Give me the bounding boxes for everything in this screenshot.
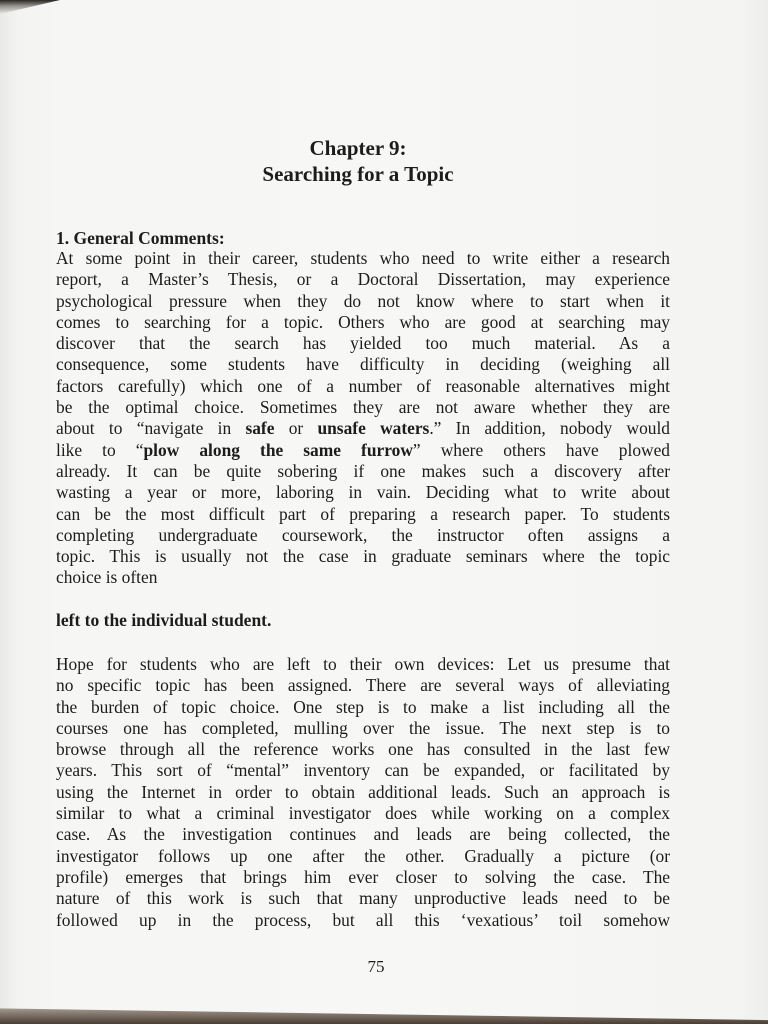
- text-line: nature of this work is such that many unproductive leads need to be: [56, 888, 670, 909]
- text-line: At some point in their career, students who need to write either a research: [56, 248, 670, 268]
- page-number: 75: [367, 957, 385, 976]
- bold-safe: safe: [245, 418, 275, 439]
- text-line-with-bold: about to “navigate in safe or unsafe waters.” In addition, nobody would: [56, 418, 670, 439]
- bold-plow-along: plow along the same furrow: [143, 439, 413, 460]
- text-line: profile) emerges that brings him ever closer to solving the case. The: [56, 866, 670, 887]
- paragraph-general-comments: [56, 248, 670, 589]
- text-line: case. As the investigation continues and leads are being collected, the: [56, 824, 670, 845]
- text-line: courses one has completed, mulling over the issue. The next step is to: [56, 717, 670, 738]
- text-line: the burden of topic choice. One step is to make a list including all the: [56, 696, 670, 717]
- text-line: browse through all the reference works one has consulted in the last few: [56, 739, 670, 760]
- text-line: using the Internet in order to obtain additional leads. Such an approach is: [56, 781, 670, 802]
- chapter-label: Chapter 9:: [309, 136, 407, 160]
- text-line: followed up in the process, but all this ‘vexatious’ toil somehow: [56, 909, 670, 930]
- text-line: report, a Master’s Thesis, or a Doctoral Dissertation, may experience: [56, 269, 670, 290]
- text-line-with-bold: like to “plow along the same furrow” where others have plowed: [56, 439, 670, 460]
- text-line: factors carefully) which one of a number of reasonable alternatives might: [56, 375, 670, 396]
- text-line: already. It can be quite sobering if one makes such a discovery after: [56, 460, 670, 481]
- text-line: investigator follows up one after the other. Gradually a picture (or: [56, 845, 670, 866]
- text-line: no specific topic has been assigned. There are several ways of alleviating: [56, 675, 670, 696]
- section-heading: 1. General Comments:: [56, 228, 225, 248]
- text-line: discover that the search has yielded too much material. As a: [56, 333, 670, 354]
- page-bottom-edge-shadow: [0, 998, 768, 1024]
- paragraph-hope-for-students: [56, 654, 670, 931]
- text-line: topic. This is usually not the case in graduate seminars where the topic: [56, 546, 670, 567]
- text-line: be the optimal choice. Sometimes they are not aware whether they are: [56, 397, 670, 418]
- text-line: similar to what a criminal investigator does while working on a complex: [56, 803, 670, 824]
- text-line: wasting a year or more, laboring in vain. Deciding what to write about: [56, 482, 670, 503]
- bold-unsafe-waters: unsafe waters: [317, 418, 430, 439]
- chapter-heading: [0, 135, 716, 187]
- text-line: years. This sort of “mental” inventory can be expanded, or facilitated by: [56, 760, 670, 781]
- bold-standalone-line: left to the individual student.: [56, 610, 272, 630]
- text-line: psychological pressure when they do not know where to start when it: [56, 290, 670, 311]
- text-line: consequence, some students have difficulty in deciding (weighing all: [56, 354, 670, 375]
- text-line: comes to searching for a topic. Others who are good at searching may: [56, 311, 670, 332]
- chapter-title: Searching for a Topic: [262, 162, 454, 186]
- text-line: can be the most difficult part of preparing a research paper. To students: [56, 503, 670, 524]
- text-line: Hope for students who are left to their own devices: Let us presume that: [56, 654, 670, 674]
- text-line: completing undergraduate coursework, the instructor often assigns a: [56, 524, 670, 545]
- page-corner-shadow: [0, 0, 60, 14]
- text-line: choice is often: [56, 567, 158, 588]
